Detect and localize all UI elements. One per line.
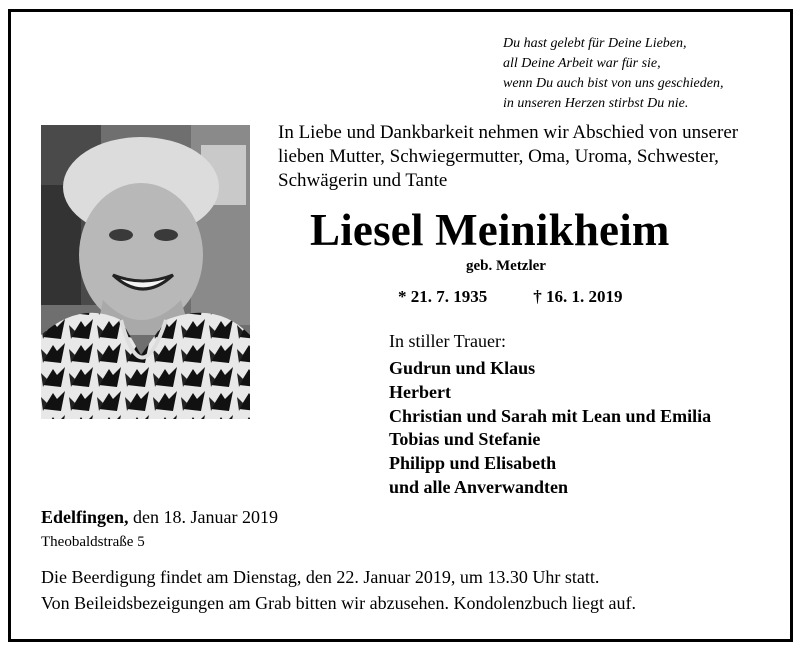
mourner-entry: Gudrun und Klaus (389, 358, 536, 378)
intro-line: In Liebe und Dankbarkeit nehmen wir Abschied von unserer (278, 122, 739, 143)
mourner-entry: Tobias und Stefanie (389, 429, 541, 450)
notice-date: den 18. Januar 2019 (128, 507, 278, 527)
portrait-image (41, 125, 250, 419)
intro-line: Schwägerin und Tante (278, 170, 448, 191)
mourner-entry: Herbert (389, 381, 451, 402)
portrait-photo (41, 125, 250, 419)
birth-date: * 21. 7. 1935 (398, 287, 488, 306)
mourners-list (389, 357, 711, 500)
funeral-info (41, 564, 636, 616)
life-dates (398, 287, 623, 307)
poem-line: all Deine Arbeit war für sie, (503, 56, 661, 71)
funeral-line: Die Beerdigung findet am Dienstag, den 22. Januar 2019, um 13.30 Uhr statt. (41, 567, 600, 587)
mourner-entry: Christian und Sarah mit Lean und Emilia (389, 405, 712, 426)
mourner-entry: und alle Anverwandten (389, 476, 569, 497)
poem-line: in unseren Herzen stirbst Du nie. (503, 96, 689, 111)
deceased-name: Liesel Meinikheim (310, 205, 670, 255)
funeral-line: Von Beileidsbezeigungen am Grab bitten wir abzusehen. Kondolenzbuch liegt auf. (41, 593, 636, 613)
intro-line: lieben Mutter, Schwiegermutter, Oma, Uroma, Schwester, (278, 146, 719, 167)
mourning-heading: In stiller Trauer: (389, 331, 506, 351)
place-name: Edelfingen, (41, 507, 129, 527)
poem-line: wenn Du auch bist von uns geschieden, (503, 76, 724, 91)
street-address: Theobaldstraße 5 (41, 534, 145, 550)
poem-line: Du hast gelebt für Deine Lieben, (503, 36, 687, 51)
death-date: † 16. 1. 2019 (533, 287, 623, 306)
mourner-entry: Philipp und Elisabeth (389, 453, 557, 474)
place-date (41, 507, 278, 528)
maiden-name: geb. Metzler (466, 258, 546, 274)
poem (503, 34, 723, 114)
intro-text (278, 121, 738, 193)
